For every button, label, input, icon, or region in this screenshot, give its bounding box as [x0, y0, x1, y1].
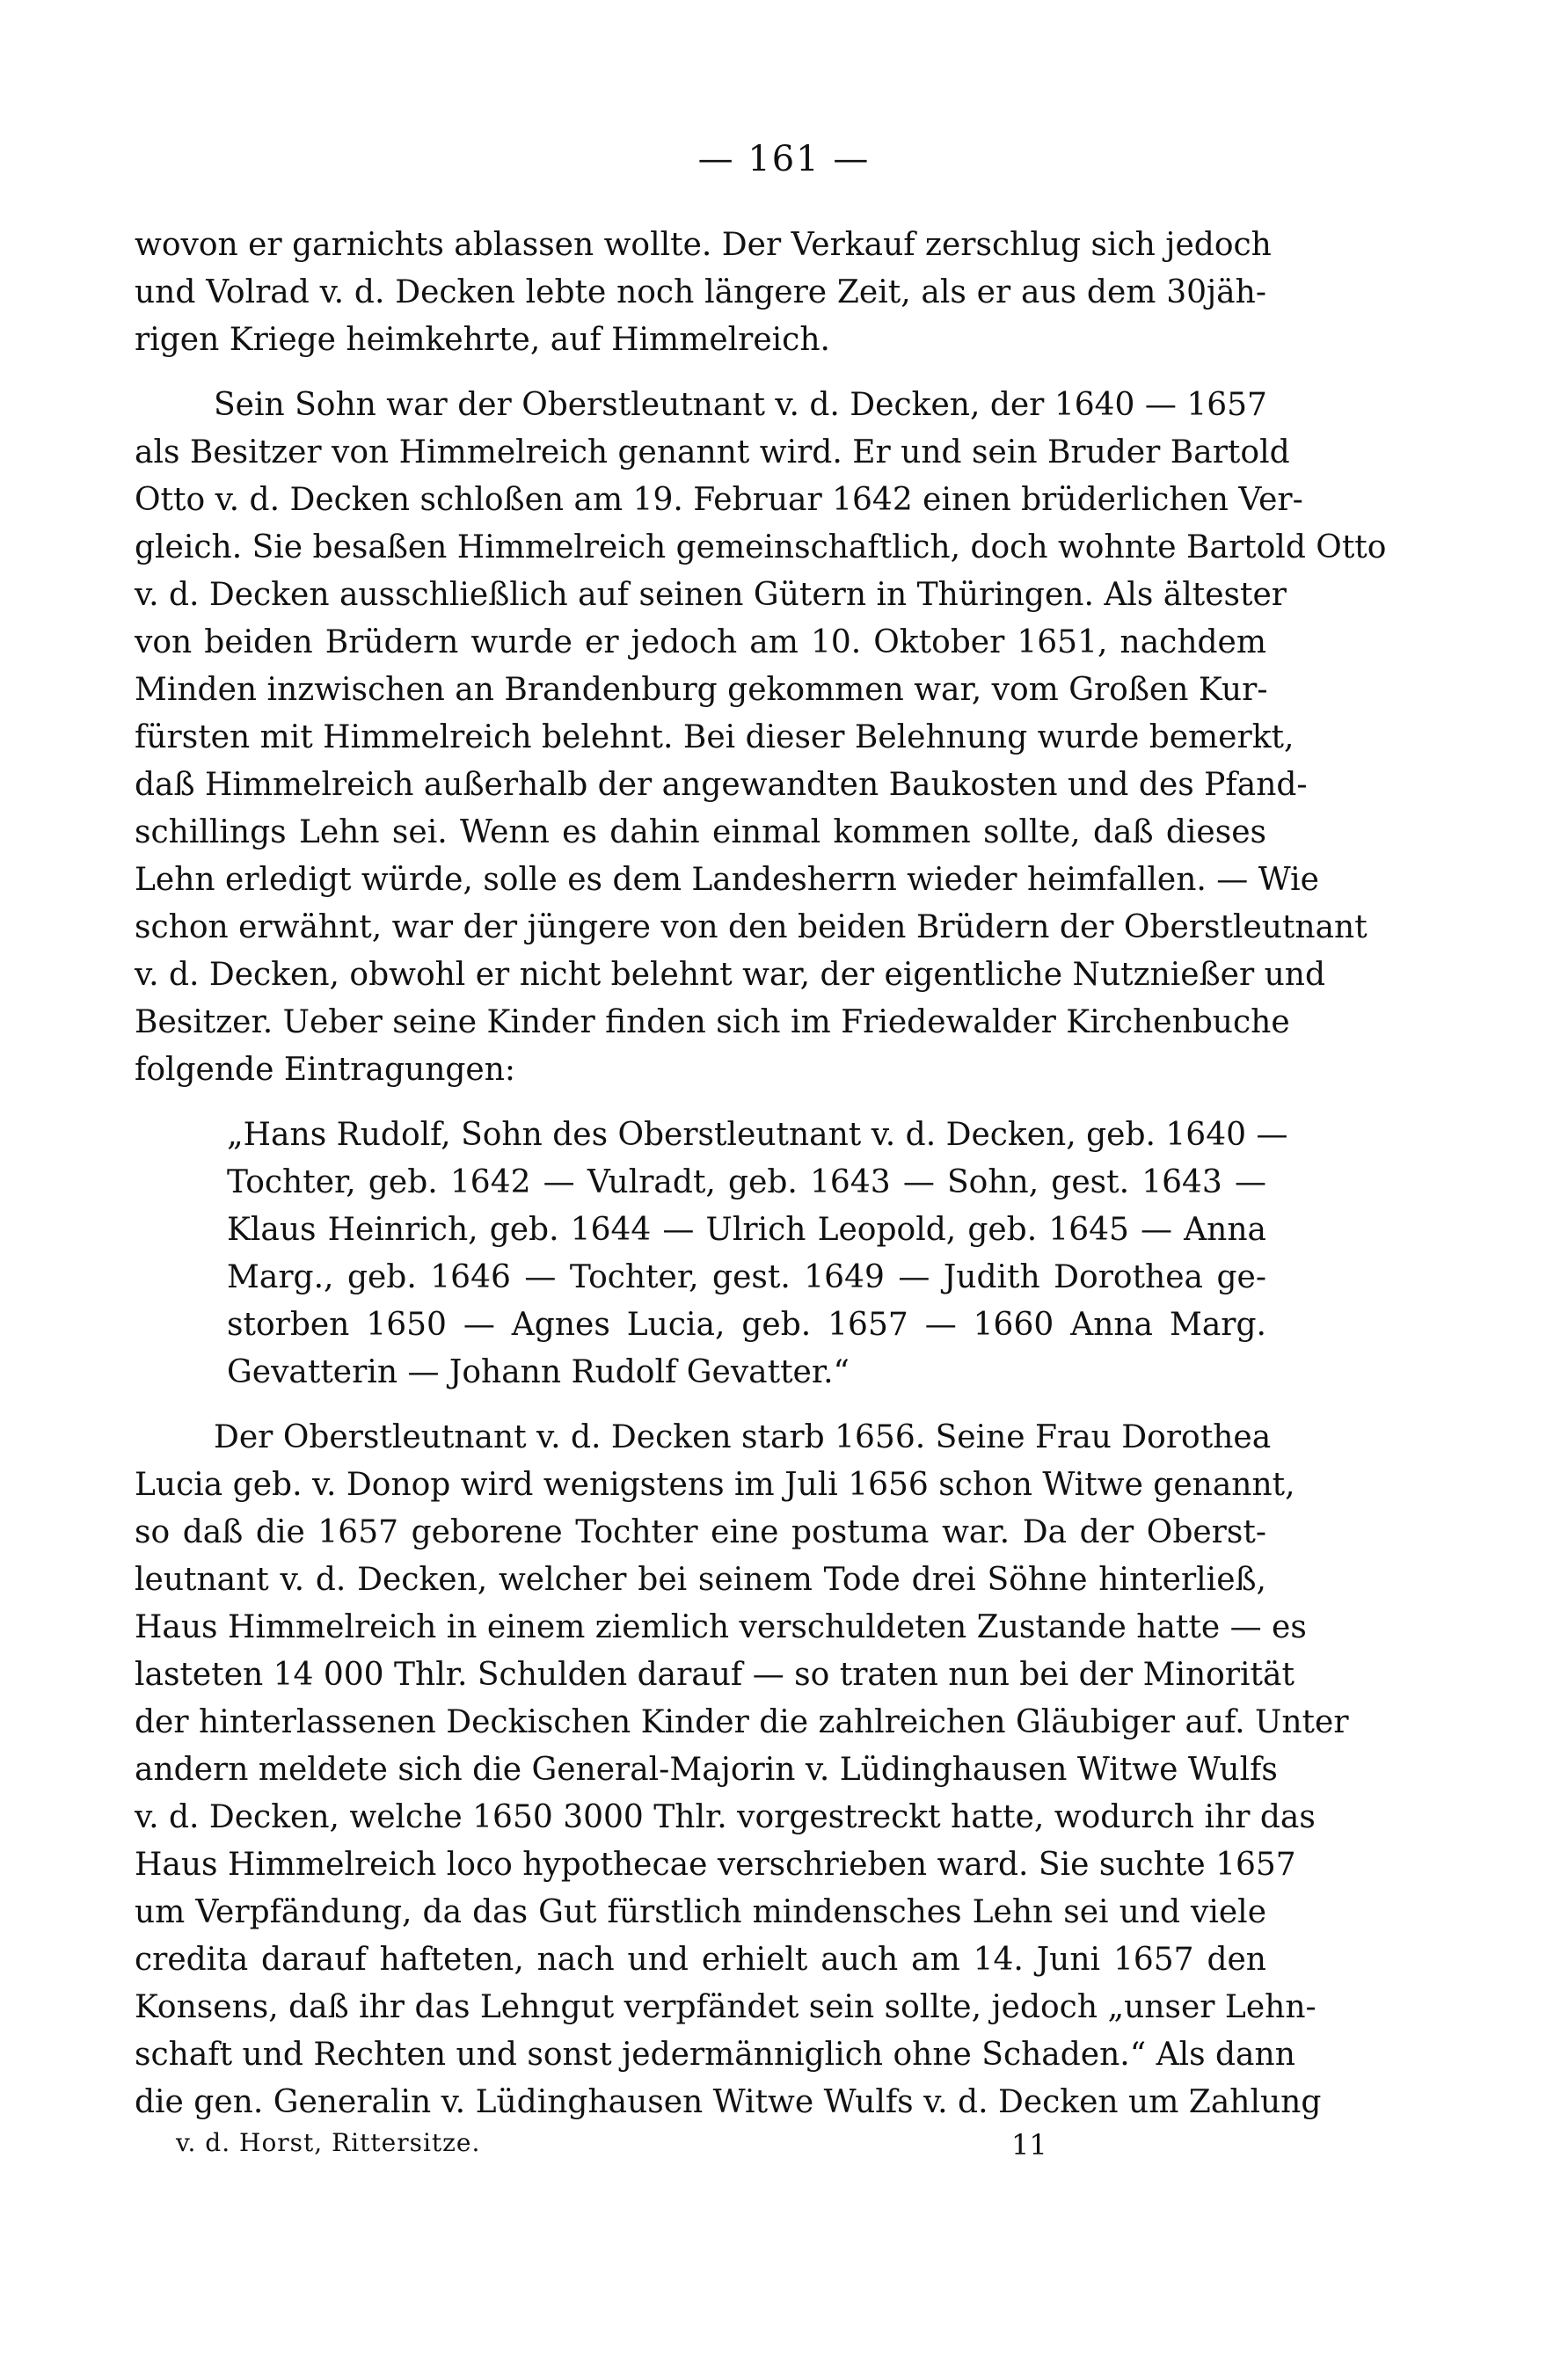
text-line: und Volrad v. d. Decken lebte noch längere Zeit, als er aus dem 30jäh-: [135, 274, 1266, 310]
text-line: daß Himmelreich außerhalb der angewandten Baukosten und des Pfand-: [135, 767, 1308, 803]
page-number: — 161 —: [697, 139, 871, 179]
text-line: schillings Lehn sei. Wenn es dahin einmal kommen sollte, daß dieses: [135, 814, 1266, 850]
quote-line: storben 1650 — Agnes Lucia, geb. 1657 — 1660 Anna Marg.: [227, 1307, 1266, 1343]
text-line: Haus Himmelreich loco hypothecae verschrieben ward. Sie suchte 1657: [135, 1847, 1296, 1883]
text-line: Der Oberstleutnant v. d. Decken starb 1656. Seine Frau Dorothea: [214, 1419, 1272, 1455]
text-line: von beiden Brüdern wurde er jedoch am 10. Oktober 1651, nachdem: [135, 624, 1266, 660]
text-line: der hinterlassenen Deckischen Kinder die zahlreichen Gläubiger auf. Unter: [135, 1704, 1349, 1740]
text-line: rigen Kriege heimkehrte, auf Himmelreich.: [135, 322, 830, 358]
footer-signature: v. d. Horst, Rittersitze.: [176, 2128, 481, 2157]
text-line: Otto v. d. Decken schloßen am 19. Februar 1642 einen brüderlichen Ver-: [135, 482, 1303, 518]
text-line: credita darauf hafteten, nach und erhielt auch am 14. Juni 1657 den: [135, 1942, 1266, 1978]
text-line: v. d. Decken, obwohl er nicht belehnt war, der eigentliche Nutznießer und: [135, 957, 1326, 993]
text-line: Konsens, daß ihr das Lehngut verpfändet sein sollte, jedoch „unser Lehn-: [135, 1989, 1316, 2025]
sheet-number: 11: [1011, 2128, 1047, 2162]
text-line: fürsten mit Himmelreich belehnt. Bei dieser Belehnung wurde bemerkt,: [135, 719, 1295, 755]
quote-line: Klaus Heinrich, geb. 1644 — Ulrich Leopold, geb. 1645 — Anna: [227, 1212, 1266, 1248]
text-line: Haus Himmelreich in einem ziemlich verschuldeten Zustande hatte — es: [135, 1609, 1307, 1645]
text-line: Lucia geb. v. Donop wird wenigstens im Juli 1656 schon Witwe genannt,: [135, 1467, 1295, 1503]
text-line: schon erwähnt, war der jüngere von den beiden Brüdern der Oberstleutnant: [135, 909, 1367, 945]
church-register-quote: [227, 1112, 1288, 1396]
text-line: als Besitzer von Himmelreich genannt wird. Er und sein Bruder Bartold: [135, 434, 1290, 470]
quote-line: „Hans Rudolf, Sohn des Oberstleutnant v. d. Decken, geb. 1640 —: [227, 1117, 1288, 1153]
page-footer: [176, 2128, 1266, 2172]
text-line: lasteten 14 000 Thlr. Schulden darauf — so traten nun bei der Minorität: [135, 1657, 1295, 1693]
quote-line: Gevatterin — Johann Rudolf Gevatter.“: [227, 1354, 850, 1390]
text-line: v. d. Decken, welche 1650 3000 Thlr. vorgestreckt hatte, wodurch ihr das: [135, 1799, 1316, 1835]
text-line: wovon er garnichts ablassen wollte. Der Verkauf zerschlug sich jedoch: [135, 227, 1272, 263]
paragraph-2: [135, 382, 1387, 1094]
quote-line: Tochter, geb. 1642 — Vulradt, geb. 1643 — Sohn, gest. 1643 —: [227, 1164, 1266, 1200]
text-line: Besitzer. Ueber seine Kinder finden sich im Friedewalder Kirchenbuche: [135, 1004, 1290, 1040]
text-line: Minden inzwischen an Brandenburg gekommen war, vom Großen Kur-: [135, 672, 1268, 708]
paragraph-3: [135, 1414, 1349, 2126]
text-line: schaft und Rechten und sonst jedermänniglich ohne Schaden.“ Als dann: [135, 2037, 1295, 2073]
quote-line: Marg., geb. 1646 — Tochter, gest. 1649 — Judith Dorothea ge-: [227, 1259, 1266, 1295]
text-line: gleich. Sie besaßen Himmelreich gemeinschaftlich, doch wohnte Bartold Otto: [135, 529, 1387, 565]
text-line: so daß die 1657 geborene Tochter eine postuma war. Da der Oberst-: [135, 1514, 1266, 1550]
text-line: Lehn erledigt würde, solle es dem Landesherrn wieder heimfallen. — Wie: [135, 862, 1319, 898]
text-line: folgende Eintragungen:: [135, 1052, 516, 1088]
text-line: andern meldete sich die General-Majorin v. Lüdinghausen Witwe Wulfs: [135, 1752, 1278, 1788]
text-line: die gen. Generalin v. Lüdinghausen Witwe Wulfs v. d. Decken um Zahlung: [135, 2084, 1322, 2120]
text-line: Sein Sohn war der Oberstleutnant v. d. Decken, der 1640 — 1657: [214, 387, 1267, 423]
text-line: um Verpfändung, da das Gut fürstlich mindensches Lehn sei und viele: [135, 1894, 1266, 1930]
text-line: leutnant v. d. Decken, welcher bei seinem Tode drei Söhne hinterließ,: [135, 1562, 1266, 1598]
text-line: v. d. Decken ausschließlich auf seinen Gütern in Thüringen. Als ältester: [135, 577, 1287, 613]
paragraph-1: [135, 222, 1272, 364]
body-text: [135, 222, 1387, 2126]
